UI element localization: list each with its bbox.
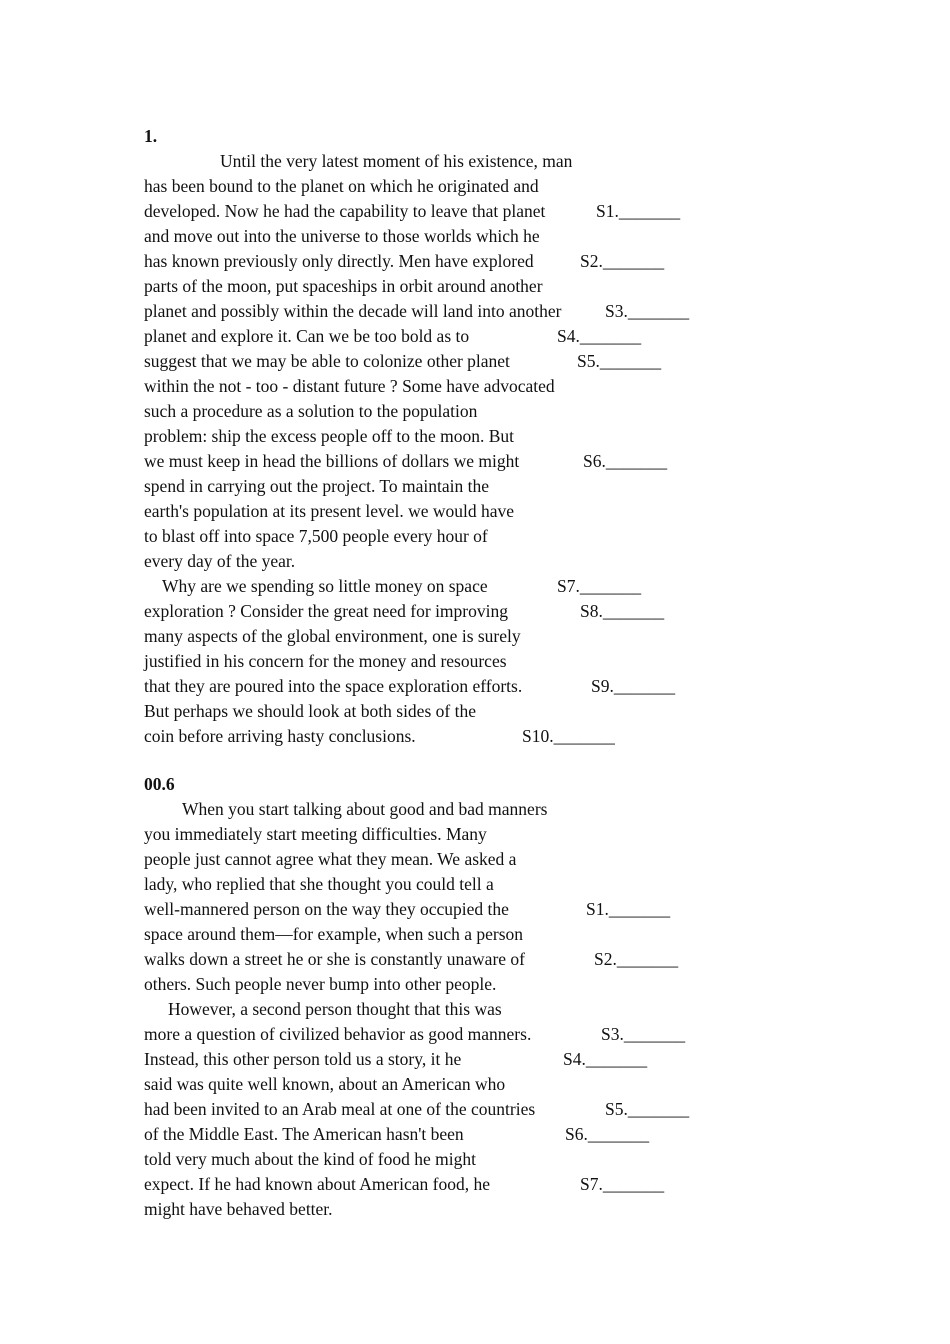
passage-line: justified in his concern for the money and resources [144,651,507,671]
passage-line: earth's population at its present level. we would have [144,501,515,521]
passage-line: told very much about the kind of food he might [144,1149,476,1169]
passage-line: However, a second person thought that this was [168,999,502,1019]
answer-blank-s5[interactable]: S5._______ [605,1099,690,1119]
passage-line: of the Middle East. The American hasn't been [144,1124,464,1144]
answer-blank-s6[interactable]: S6._______ [583,451,668,471]
passage-line: suggest that we may be able to colonize other planet [144,351,510,371]
passage-line: developed. Now he had the capability to leave that planet [144,201,546,221]
answer-blank-s7[interactable]: S7._______ [580,1174,665,1194]
answer-blank-s2[interactable]: S2._______ [594,949,679,969]
passage-line: that they are poured into the space exploration efforts. [144,676,523,696]
passage-line: spend in carrying out the project. To maintain the [144,476,489,496]
passage-line: has known previously only directly. Men have explored [144,251,534,271]
passage-line: Instead, this other person told us a story, it he [144,1049,462,1069]
passage-line: space around them—for example, when such a person [144,924,524,944]
passage-line: lady, who replied that she thought you could tell a [144,874,494,894]
passage-line: you immediately start meeting difficulties. Many [144,824,487,844]
section-heading-2: 00.6 [144,774,175,794]
answer-blank-s1[interactable]: S1._______ [596,201,681,221]
passage-line: people just cannot agree what they mean. We asked a [144,849,517,869]
passage-line: walks down a street he or she is constantly unaware of [144,949,526,969]
passage-line: more a question of civilized behavior as good manners. [144,1024,532,1044]
passage-line: every day of the year. [144,551,296,571]
answer-blank-s3[interactable]: S3._______ [605,301,690,321]
answer-blank-s3[interactable]: S3._______ [601,1024,686,1044]
answer-blank-s1[interactable]: S1._______ [586,899,671,919]
passage-line: others. Such people never bump into other people. [144,974,497,994]
passage-line: expect. If he had known about American food, he [144,1174,490,1194]
passage-line: well-mannered person on the way they occupied the [144,899,509,919]
passage-line: coin before arriving hasty conclusions. [144,726,416,746]
passage-line: has been bound to the planet on which he originated and [144,176,539,196]
passage-line: parts of the moon, put spaceships in orbit around another [144,276,543,296]
answer-blank-s6[interactable]: S6._______ [565,1124,650,1144]
passage-line: to blast off into space 7,500 people every hour of [144,526,488,546]
passage-line: such a procedure as a solution to the population [144,401,478,421]
passage-line: planet and possibly within the decade will land into another [144,301,562,321]
section-heading-1: 1. [144,126,158,146]
passage-line: and move out into the universe to those worlds which he [144,226,540,246]
passage-line: Why are we spending so little money on space [162,576,488,596]
passage-line: might have behaved better. [144,1199,333,1219]
passage-line: Until the very latest moment of his existence, man [220,151,573,171]
passage-line: had been invited to an Arab meal at one of the countries [144,1099,536,1119]
passage-line: problem: ship the excess people off to the moon. But [144,426,515,446]
passage-line: But perhaps we should look at both sides of the [144,701,476,721]
answer-blank-s4[interactable]: S4._______ [557,326,642,346]
answer-blank-s5[interactable]: S5._______ [577,351,662,371]
answer-blank-s8[interactable]: S8._______ [580,601,665,621]
passage-line: we must keep in head the billions of dollars we might [144,451,520,471]
passage-line: many aspects of the global environment, one is surely [144,626,521,646]
answer-blank-s10[interactable]: S10._______ [522,726,615,746]
passage-line: said was quite well known, about an American who [144,1074,506,1094]
passage-line: within the not - too - distant future ? Some have advocated [144,376,555,396]
passage-line: When you start talking about good and bad manners [182,799,548,819]
answer-blank-s9[interactable]: S9._______ [591,676,676,696]
answer-blank-s7[interactable]: S7._______ [557,576,642,596]
answer-blank-s4[interactable]: S4._______ [563,1049,648,1069]
passage-line: exploration ? Consider the great need for improving [144,601,508,621]
answer-blank-s2[interactable]: S2._______ [580,251,665,271]
passage-line: planet and explore it. Can we be too bold as to [144,326,470,346]
